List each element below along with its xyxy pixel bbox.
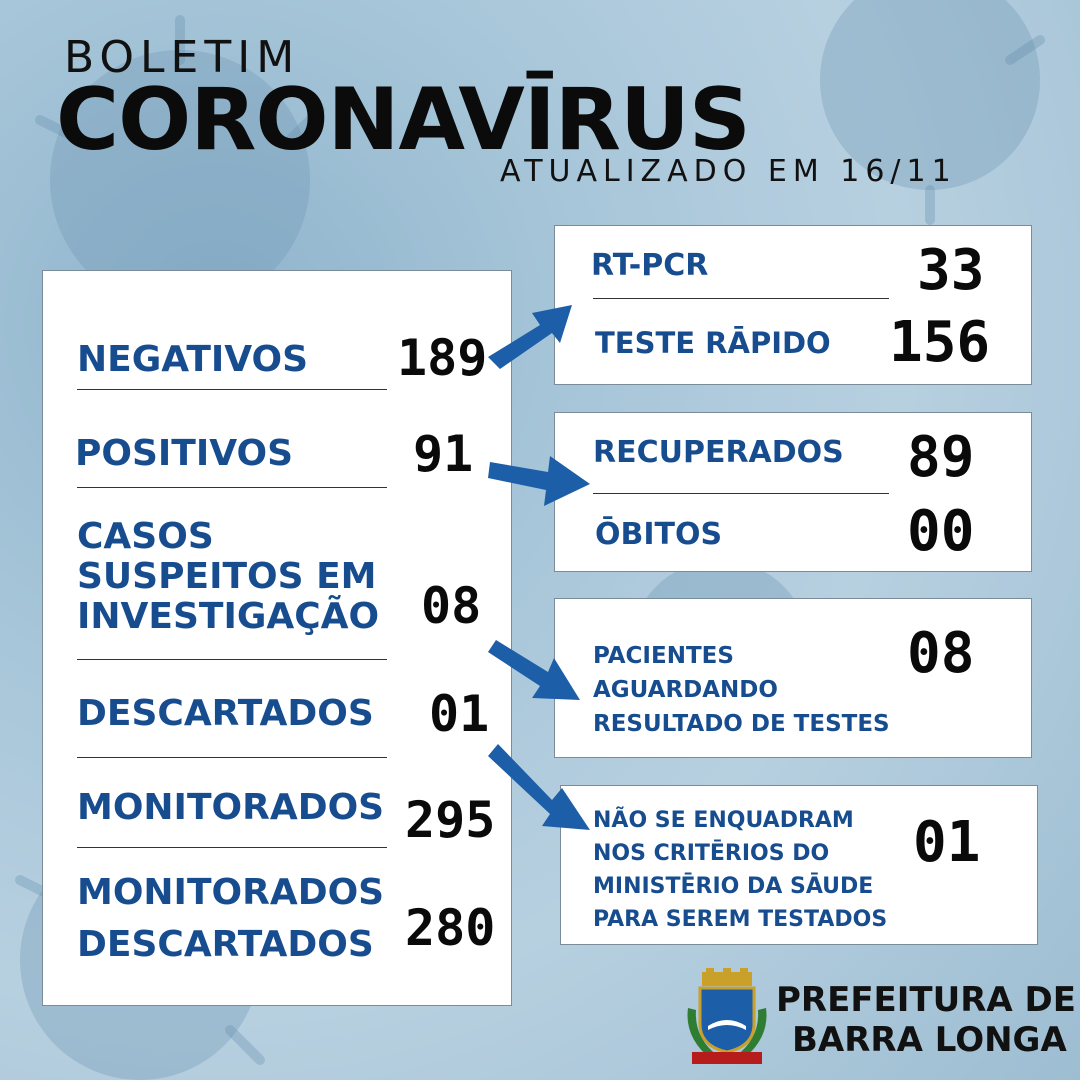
positivos-value: 91 <box>413 425 474 483</box>
title-boletim: BOLETIM <box>64 32 301 83</box>
obitos-value: 00 <box>907 499 975 564</box>
teste-rapido-label: TESTE RĀPIDO <box>595 326 831 360</box>
divider <box>77 757 387 758</box>
not-fit-box <box>560 785 1038 945</box>
nao-enquadram-value: 01 <box>913 810 981 875</box>
divider <box>77 659 387 660</box>
nao-enquadram-label: NÃO SE ENQUADRAM NOS CRITĒRIOS DO MINISTĒRIO DA SĀUDE PARA SEREM TESTADOS <box>593 808 888 932</box>
divider <box>593 298 889 299</box>
municipal-seal-icon <box>682 968 772 1068</box>
divider <box>77 389 387 390</box>
waiting-box <box>554 598 1032 758</box>
aguardando-value: 08 <box>907 621 975 686</box>
positivos-label: POSITIVOS <box>75 433 294 474</box>
monitorados-descartados-value: 280 <box>405 899 496 957</box>
negativos-value: 189 <box>397 329 488 387</box>
arrow-suspeitos-icon <box>488 628 588 708</box>
monitorados-value: 295 <box>405 791 496 849</box>
monitorados-label: MONITORADOS <box>77 787 385 828</box>
descartados-label: DESCARTADOS <box>77 693 374 734</box>
tests-box <box>554 225 1032 385</box>
arrow-descartados-icon <box>488 738 598 838</box>
recuperados-label: RECUPERADOS <box>593 435 844 470</box>
updated-date: ATUALIZADO EM 16/11 <box>500 154 957 189</box>
left-stats-panel <box>42 270 512 1006</box>
prefeitura-name: PREFEITURA DE BARRA LONGA <box>776 980 1077 1060</box>
arrow-negativos-icon <box>480 295 580 375</box>
obitos-label: ŌBITOS <box>595 517 723 552</box>
monitorados-descartados-label: MONITORADOS DESCARTADOS <box>77 872 385 965</box>
negativos-label: NEGATIVOS <box>77 339 309 380</box>
rt-pcr-value: 33 <box>917 238 985 303</box>
casos-suspeitos-value: 08 <box>421 577 482 635</box>
descartados-value: 01 <box>429 685 490 743</box>
divider <box>593 493 889 494</box>
outcomes-box <box>554 412 1032 572</box>
aguardando-label: PACIENTES AGUARDANDO RESULTADO DE TESTES <box>593 643 890 737</box>
divider <box>77 847 387 848</box>
recuperados-value: 89 <box>907 425 975 490</box>
teste-rapido-value: 156 <box>889 310 991 375</box>
casos-suspeitos-label: CASOS SUSPEITOS EM INVESTIGAÇÃO <box>77 516 380 637</box>
rt-pcr-label: RT-PCR <box>591 248 709 283</box>
arrow-positivos-icon <box>486 440 596 510</box>
title-coronavirus: CORONAVĪRUS <box>56 70 750 170</box>
divider <box>77 487 387 488</box>
